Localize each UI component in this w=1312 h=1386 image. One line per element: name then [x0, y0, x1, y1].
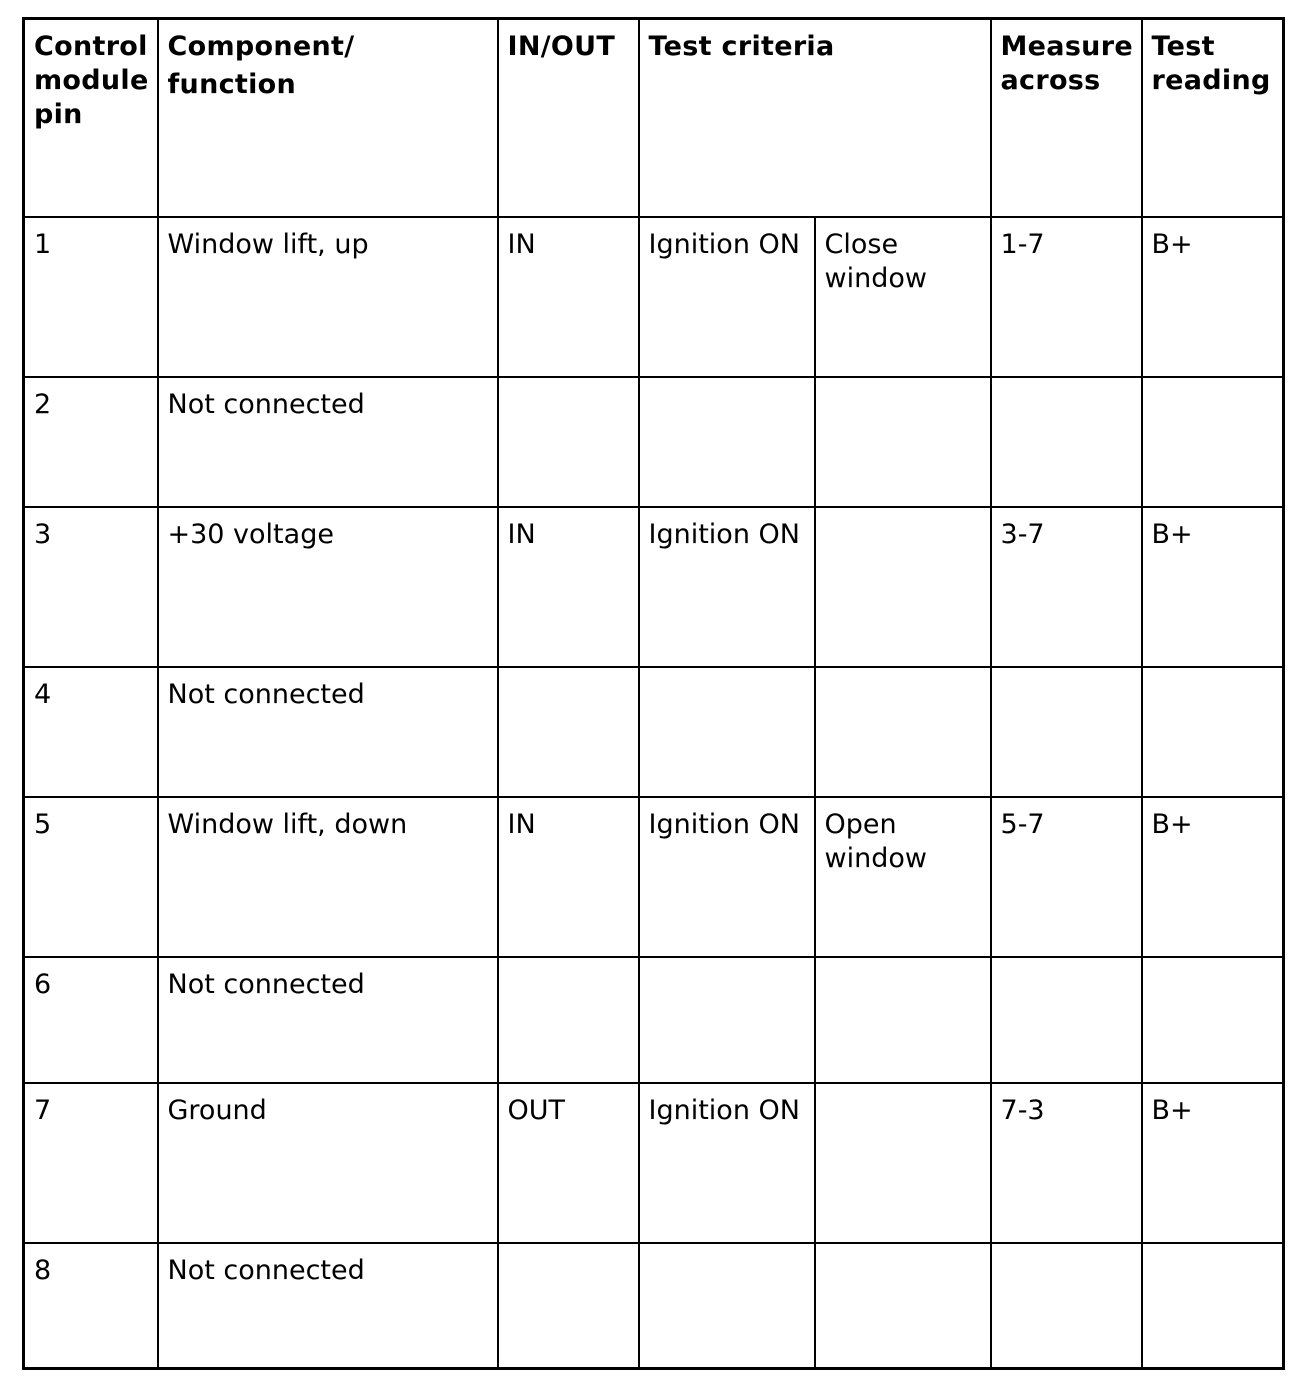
cell-measure: [991, 667, 1142, 797]
cell-reading: [1142, 957, 1284, 1083]
cell-criteria-b: [815, 957, 991, 1083]
cell-criteria-a: [639, 377, 815, 507]
header-inout: IN/OUT: [498, 19, 639, 217]
cell-criteria-a: Ignition ON: [639, 217, 815, 377]
cell-component: Window lift, up: [158, 217, 498, 377]
cell-measure: 3-7: [991, 507, 1142, 667]
cell-reading: B+: [1142, 507, 1284, 667]
cell-criteria-b: Close window: [815, 217, 991, 377]
cell-component: Not connected: [158, 377, 498, 507]
cell-criteria-a: Ignition ON: [639, 1083, 815, 1243]
cell-inout: IN: [498, 797, 639, 957]
cell-criteria-b: [815, 507, 991, 667]
cell-component: Ground: [158, 1083, 498, 1243]
table-row: [24, 217, 1284, 377]
cell-pin: 3: [24, 507, 158, 667]
table-row: [24, 667, 1284, 797]
cell-reading: [1142, 667, 1284, 797]
cell-reading: B+: [1142, 797, 1284, 957]
cell-measure: [991, 957, 1142, 1083]
cell-measure: 7-3: [991, 1083, 1142, 1243]
cell-criteria-b: [815, 377, 991, 507]
header-component-gap: [168, 64, 489, 68]
cell-reading: [1142, 377, 1284, 507]
cell-pin: 4: [24, 667, 158, 797]
cell-criteria-a: Ignition ON: [639, 507, 815, 667]
cell-component: Not connected: [158, 957, 498, 1083]
cell-inout: [498, 667, 639, 797]
cell-pin: 6: [24, 957, 158, 1083]
cell-measure: [991, 1243, 1142, 1369]
cell-inout: OUT: [498, 1083, 639, 1243]
cell-pin: 8: [24, 1243, 158, 1369]
cell-criteria-a: Ignition ON: [639, 797, 815, 957]
header-component-line1: Component/: [167, 31, 355, 62]
header-criteria: Test criteria: [639, 19, 991, 217]
header-pin: Control module pin: [24, 19, 158, 217]
cell-inout: IN: [498, 507, 639, 667]
cell-measure: 5-7: [991, 797, 1142, 957]
cell-component: +30 voltage: [158, 507, 498, 667]
header-component: [158, 19, 498, 217]
table-row: [24, 377, 1284, 507]
header-component-line2: function: [167, 69, 297, 100]
cell-pin: 5: [24, 797, 158, 957]
cell-inout: IN: [498, 217, 639, 377]
cell-reading: B+: [1142, 217, 1284, 377]
cell-pin: 2: [24, 377, 158, 507]
cell-inout: [498, 1243, 639, 1369]
cell-criteria-a: [639, 957, 815, 1083]
header-measure: Measure across: [991, 19, 1142, 217]
cell-measure: 1-7: [991, 217, 1142, 377]
pin-test-table: [22, 17, 1285, 1370]
table-row: [24, 957, 1284, 1083]
cell-criteria-a: [639, 667, 815, 797]
cell-component: Window lift, down: [158, 797, 498, 957]
table-row: [24, 1243, 1284, 1369]
cell-pin: 1: [24, 217, 158, 377]
cell-inout: [498, 377, 639, 507]
cell-component: Not connected: [158, 667, 498, 797]
header-reading: Test reading: [1142, 19, 1284, 217]
cell-reading: B+: [1142, 1083, 1284, 1243]
cell-criteria-b: [815, 1243, 991, 1369]
table-row: [24, 507, 1284, 667]
table-row: [24, 1083, 1284, 1243]
cell-component: Not connected: [158, 1243, 498, 1369]
cell-criteria-b: [815, 667, 991, 797]
cell-criteria-b: Open window: [815, 797, 991, 957]
cell-reading: [1142, 1243, 1284, 1369]
cell-criteria-a: [639, 1243, 815, 1369]
cell-measure: [991, 377, 1142, 507]
cell-criteria-b: [815, 1083, 991, 1243]
cell-inout: [498, 957, 639, 1083]
table-row: [24, 797, 1284, 957]
table-header-row: [24, 19, 1284, 217]
cell-pin: 7: [24, 1083, 158, 1243]
